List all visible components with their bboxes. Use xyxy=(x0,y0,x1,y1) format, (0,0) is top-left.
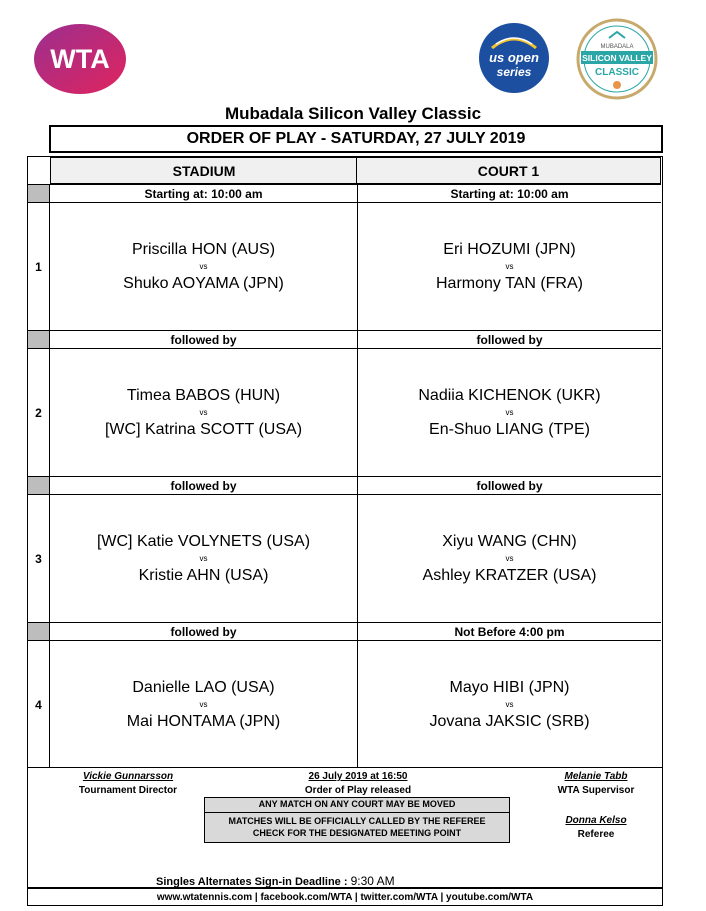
player-1: Eri HOZUMI (JPN) xyxy=(443,240,576,258)
court-header-stadium: STADIUM xyxy=(50,157,358,184)
player-2: En-Shuo LIANG (TPE) xyxy=(429,420,590,438)
row-3-header xyxy=(28,476,661,494)
notice-referee-line1: MATCHES WILL BE OFFICIALLY CALLED BY THE REFEREE xyxy=(228,816,486,826)
alternates-deadline xyxy=(156,874,395,888)
match-cell-stadium xyxy=(50,641,357,768)
usopen-logo-line2: series xyxy=(496,65,532,79)
row-4-court1-time: Not Before 4:00 pm xyxy=(357,623,661,640)
notice-match-moved: ANY MATCH ON ANY COURT MAY BE MOVED xyxy=(204,797,510,813)
row-2-court1-time: followed by xyxy=(357,331,661,348)
mubadala-classic-logo xyxy=(573,18,661,100)
match-cell-stadium xyxy=(50,349,357,476)
match-cell-court1 xyxy=(357,495,661,622)
player-1: Timea BABOS (HUN) xyxy=(126,386,281,404)
player-2: Mai HONTAMA (JPN) xyxy=(126,712,281,730)
player-1: Priscilla HON (AUS) xyxy=(131,240,276,258)
row-1-stadium-time: Starting at: 10:00 am xyxy=(144,186,263,201)
match-number: 1 xyxy=(28,203,50,330)
row-header-marker xyxy=(28,477,50,494)
wta-logo xyxy=(32,22,128,96)
usopen-logo-line1: us open xyxy=(489,50,539,65)
player-2: Jovana JAKSIC (SRB) xyxy=(429,712,590,730)
vs-label: vs xyxy=(199,407,208,417)
vs-label: vs xyxy=(505,261,514,271)
court-header-court1: COURT 1 xyxy=(356,157,661,184)
player-1: Danielle LAO (USA) xyxy=(132,678,275,696)
match-row-3 xyxy=(28,494,661,622)
referee-signature xyxy=(536,814,656,842)
us-open-series-logo xyxy=(478,22,550,94)
tournament-director-signature xyxy=(58,770,198,798)
row-header-marker xyxy=(28,623,50,640)
match-cell-stadium xyxy=(50,203,357,330)
director-name: Vickie Gunnarsson xyxy=(82,771,174,782)
supervisor-title: WTA Supervisor xyxy=(557,785,635,796)
player-2: Kristie AHN (USA) xyxy=(138,566,269,584)
release-info xyxy=(278,770,438,798)
match-cell-court1 xyxy=(357,203,661,330)
wta-supervisor-signature xyxy=(536,770,656,798)
player-2: [WC] Katrina SCOTT (USA) xyxy=(104,420,303,438)
social-links: www.wtatennis.com | facebook.com/WTA | twitter.com/WTA | youtube.com/WTA xyxy=(27,888,663,906)
vs-label: vs xyxy=(505,699,514,709)
mubadala-logo-bottom: CLASSIC xyxy=(595,67,639,78)
row-4-header xyxy=(28,622,661,640)
row-2-stadium-time: followed by xyxy=(170,332,237,347)
referee-title: Referee xyxy=(577,829,615,840)
row-1-court1-time: Starting at: 10:00 am xyxy=(357,185,661,202)
director-title: Tournament Director xyxy=(78,785,178,796)
row-3-stadium-time: followed by xyxy=(170,478,237,493)
vs-label: vs xyxy=(199,261,208,271)
row-2-header xyxy=(28,330,661,348)
mubadala-logo-top: MUBADALA xyxy=(600,44,634,50)
player-1: Xiyu WANG (CHN) xyxy=(442,532,577,550)
match-number: 2 xyxy=(28,349,50,476)
vs-label: vs xyxy=(505,407,514,417)
wta-logo-text: WTA xyxy=(50,44,110,74)
deadline-label: Singles Alternates Sign-in Deadline : xyxy=(156,876,348,888)
row-3-court1-time: followed by xyxy=(357,477,661,494)
match-cell-court1 xyxy=(357,349,661,476)
footer xyxy=(27,768,663,888)
match-cell-court1 xyxy=(357,641,661,768)
supervisor-name: Melanie Tabb xyxy=(564,771,628,782)
notice-referee-line2: CHECK FOR THE DESIGNATED MEETING POINT xyxy=(252,828,462,838)
mubadala-logo-mid: SILICON VALLEY xyxy=(582,53,652,63)
row-header-marker xyxy=(28,331,50,348)
schedule-grid xyxy=(27,156,663,768)
player-1: Nadiia KICHENOK (UKR) xyxy=(418,386,601,404)
match-number: 4 xyxy=(28,641,50,768)
match-number: 3 xyxy=(28,495,50,622)
vs-label: vs xyxy=(505,553,514,563)
player-2: Shuko AOYAMA (JPN) xyxy=(123,274,284,292)
match-cell-stadium xyxy=(50,495,357,622)
match-row-2 xyxy=(28,348,661,476)
row-1-header xyxy=(28,184,661,202)
row-header-marker xyxy=(28,185,50,202)
referee-name: Donna Kelso xyxy=(565,815,627,826)
event-title: Mubadala Silicon Valley Classic xyxy=(224,104,482,123)
release-date: 26 July 2019 at 16:50 xyxy=(308,771,408,782)
vs-label: vs xyxy=(199,699,208,709)
vs-label: vs xyxy=(199,553,208,563)
player-1: [WC] Katie VOLYNETS (USA) xyxy=(96,532,311,550)
match-row-4 xyxy=(28,640,661,768)
row-4-stadium-time: followed by xyxy=(170,624,237,639)
deadline-time: 9:30 AM xyxy=(350,874,395,888)
player-2: Ashley KRATZER (USA) xyxy=(422,566,597,584)
notice-referee-call xyxy=(204,813,510,843)
release-label: Order of Play released xyxy=(304,785,412,796)
player-1: Mayo HIBI (JPN) xyxy=(449,678,570,696)
match-row-1 xyxy=(28,202,661,330)
order-of-play-title: ORDER OF PLAY - SATURDAY, 27 JULY 2019 xyxy=(49,125,663,153)
player-2: Harmony TAN (FRA) xyxy=(436,274,583,292)
